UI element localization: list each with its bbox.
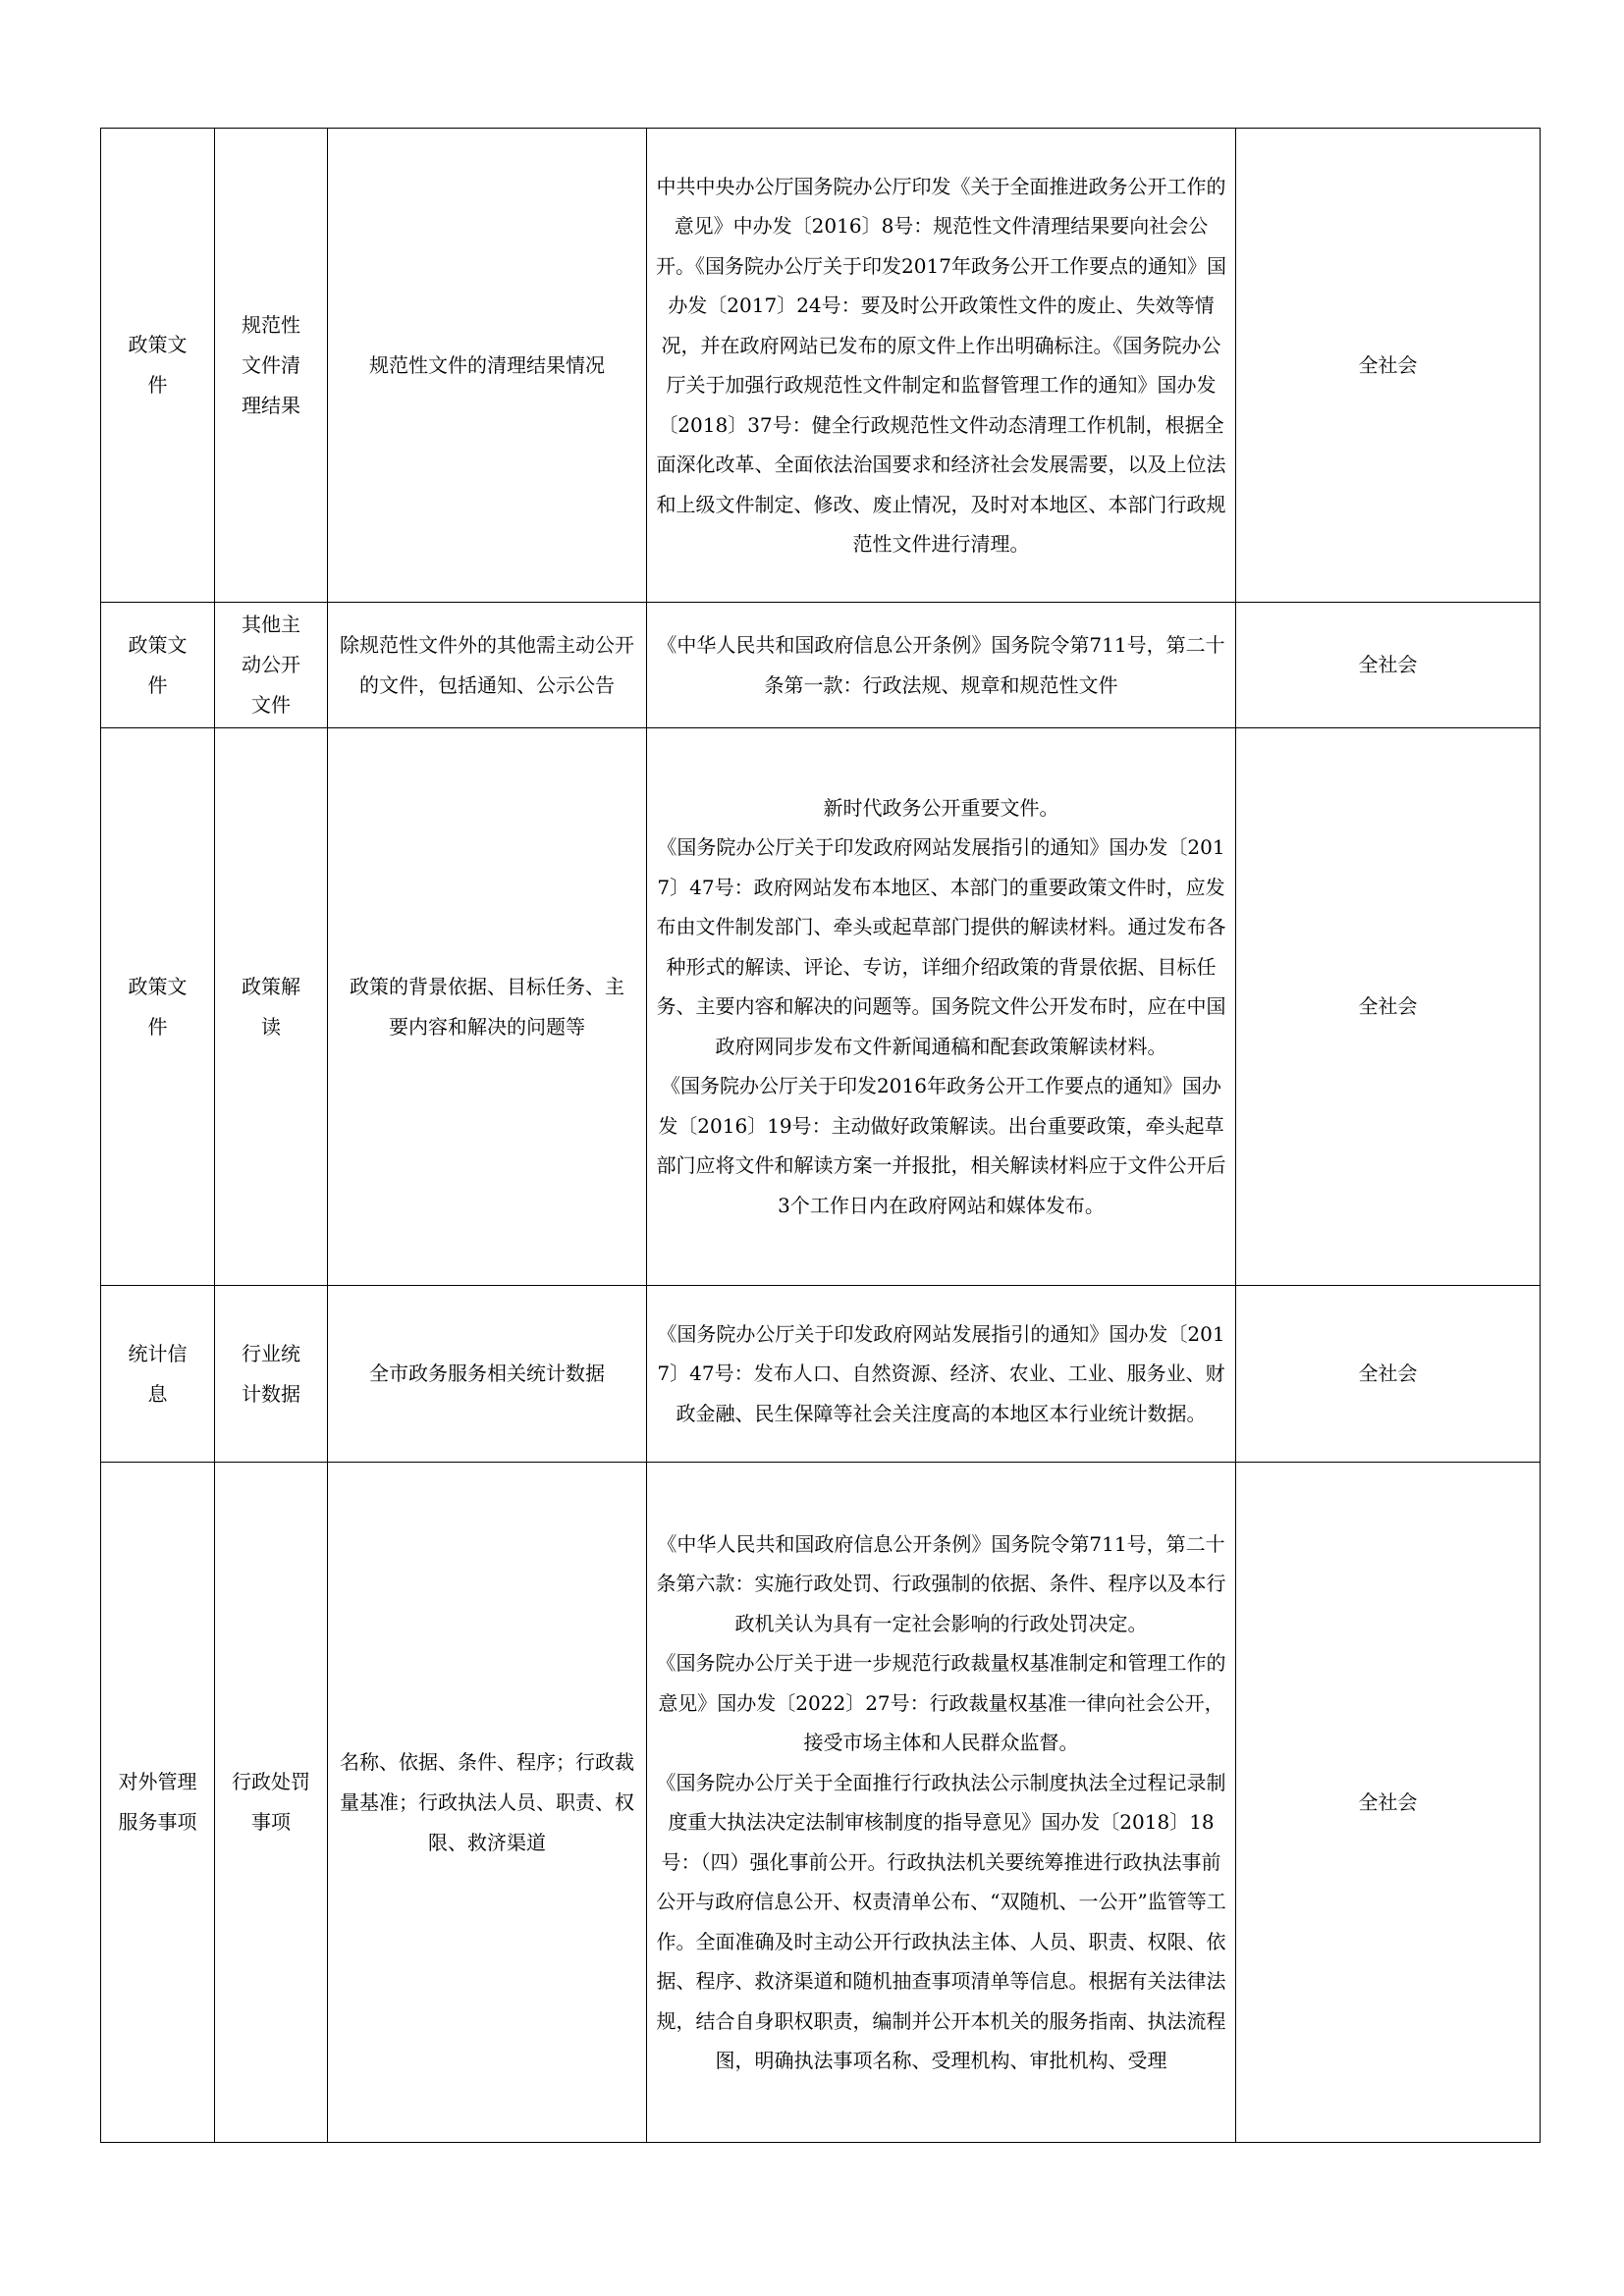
basis-paragraph: 《中华人民共和国政府信息公开条例》国务院令第711号，第二十条第一款：行政法规、规章和规范性文件 bbox=[657, 633, 1225, 697]
table-row bbox=[101, 1286, 1541, 1463]
item-cell: 行业统计数据 bbox=[215, 1286, 328, 1463]
scope-cell: 全社会 bbox=[1236, 129, 1541, 603]
basis-paragraph: 《国务院办公厅关于印发政府网站发展指引的通知》国办发〔2017〕47号：政府网站发布本地区、本部门的重要政策文件时，应发布由文件制发部门、牵头或起草部门提供的解读材料。通过发布各种形式的解读、评论、专访，详细介绍政策的背景依据、目标任务、主要内容和解决的问题等。国务院文件公开发布时，应在中国政府网同步发布文件新闻通稿和配套政策解读材料。 bbox=[656, 835, 1226, 1058]
category-cell: 统计信息 bbox=[101, 1286, 215, 1463]
scope-cell: 全社会 bbox=[1236, 1286, 1541, 1463]
basis-paragraph: 《国务院办公厅关于进一步规范行政裁量权基准制定和管理工作的意见》国办发〔2022〕27号：行政裁量权基准一律向社会公开，接受市场主体和人民群众监督。 bbox=[656, 1651, 1226, 1754]
basis-cell bbox=[647, 1463, 1236, 2143]
basis-cell bbox=[647, 728, 1236, 1286]
basis-paragraph: 《中华人民共和国政府信息公开条例》国务院令第711号，第二十条第六款：实施行政处罚、行政强制的依据、条件、程序以及本行政机关认为具有一定社会影响的行政处罚决定。 bbox=[656, 1531, 1226, 1635]
scope-cell: 全社会 bbox=[1236, 603, 1541, 728]
basis-cell bbox=[647, 603, 1236, 728]
content-cell: 除规范性文件外的其他需主动公开的文件，包括通知、公示公告 bbox=[328, 603, 647, 728]
item-cell: 政策解读 bbox=[215, 728, 328, 1286]
category-cell: 政策文件 bbox=[101, 129, 215, 603]
scope-cell: 全社会 bbox=[1236, 728, 1541, 1286]
basis-paragraph: 新时代政务公开重要文件。 bbox=[823, 795, 1059, 820]
item-cell: 其他主动公开文件 bbox=[215, 603, 328, 728]
table-row bbox=[101, 1463, 1541, 2143]
basis-paragraph: 《国务院办公厅关于全面推行行政执法公示制度执法全过程记录制度重大执法决定法制审核制度的指导意见》国办发〔2018〕18号：（四）强化事前公开。行政执法机关要统筹推进行政执法事前公开与政府信息公开、权责清单公布、“双随机、一公开”监管等工作。全面准确及时主动公开行政执法主体、人员、职责、权限、依据、程序、救济渠道和随机抽查事项清单等信息。根据有关法律法规，结合自身职权职责，编制并公开本机关的服务指南、执法流程图，明确执法事项名称、受理机构、审批机构、受理 bbox=[656, 1770, 1226, 2072]
category-cell: 政策文件 bbox=[101, 603, 215, 728]
table-row bbox=[101, 728, 1541, 1286]
content-cell: 全市政务服务相关统计数据 bbox=[328, 1286, 647, 1463]
item-cell: 规范性文件清理结果 bbox=[215, 129, 328, 603]
basis-cell bbox=[647, 129, 1236, 603]
content-cell: 规范性文件的清理结果情况 bbox=[328, 129, 647, 603]
basis-cell bbox=[647, 1286, 1236, 1463]
scope-cell: 全社会 bbox=[1236, 1463, 1541, 2143]
content-cell: 政策的背景依据、目标任务、主要内容和解决的问题等 bbox=[328, 728, 647, 1286]
content-cell: 名称、依据、条件、程序；行政裁量基准；行政执法人员、职责、权限、救济渠道 bbox=[328, 1463, 647, 2143]
category-cell: 对外管理服务事项 bbox=[101, 1463, 215, 2143]
table-row bbox=[101, 129, 1541, 603]
table-row bbox=[101, 603, 1541, 728]
category-cell: 政策文件 bbox=[101, 728, 215, 1286]
basis-paragraph: 《国务院办公厅关于印发2016年政务公开工作要点的通知》国办发〔2016〕19号：主动做好政策解读。出台重要政策，牵头起草部门应将文件和解读方案一并报批，相关解读材料应于文件公开后3个工作日内在政府网站和媒体发布。 bbox=[656, 1074, 1226, 1217]
basis-paragraph: 《国务院办公厅关于印发政府网站发展指引的通知》国办发〔2017〕47号：发布人口、自然资源、经济、农业、工业、服务业、财政金融、民生保障等社会关注度高的本地区本行业统计数据。 bbox=[657, 1321, 1225, 1425]
policy-disclosure-table bbox=[100, 128, 1541, 2143]
basis-paragraph: 中共中央办公厅国务院办公厅印发《关于全面推进政务公开工作的意见》中办发〔2016〕8号：规范性文件清理结果要向社会公开。《国务院办公厅关于印发2017年政务公开工作要点的通知》国办发〔2017〕24号：要及时公开政策性文件的废止、失效等情况，并在政府网站已发布的原文件上作出明确标注。《国务院办公厅关于加强行政规范性文件制定和监督管理工作的通知》国办发〔2018〕37号：健全行政规范性文件动态清理工作机制，根据全面深化改革、全面依法治国要求和经济社会发展需要，以及上位法和上级文件制定、修改、废止情况，及时对本地区、本部门行政规范性文件进行清理。 bbox=[656, 174, 1226, 556]
item-cell: 行政处罚事项 bbox=[215, 1463, 328, 2143]
